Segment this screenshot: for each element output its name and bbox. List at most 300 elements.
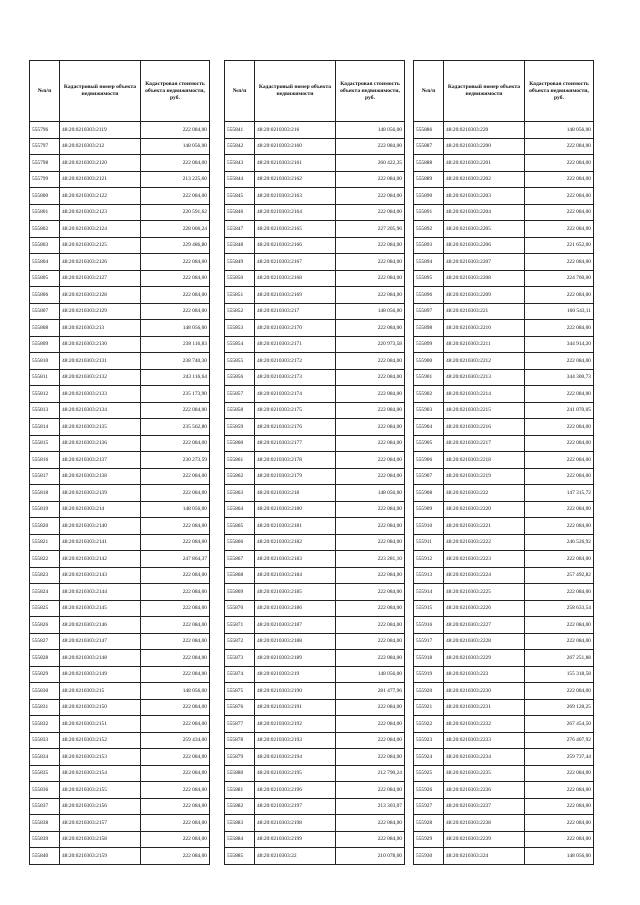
cadastral-number: 48:20:0210303:2171 xyxy=(255,336,336,353)
cadastral-value: 222 084,00 xyxy=(336,320,405,337)
cadastral-value: 222 084,00 xyxy=(525,452,594,469)
cadastral-value: 148 056,00 xyxy=(141,501,210,518)
row-number: 555899 xyxy=(414,336,444,353)
cadastral-number: 48:20:0210303:2151 xyxy=(60,716,141,733)
cadastral-number: 48:20:0210303:2173 xyxy=(255,369,336,386)
row-number: 555916 xyxy=(414,617,444,634)
cadastral-number: 48:20:0210303:2152 xyxy=(60,732,141,749)
cadastral-value: 222 084,00 xyxy=(525,765,594,782)
table-row xyxy=(414,633,594,650)
cadastral-value: 222 084,00 xyxy=(141,782,210,799)
cadastral-value: 222 084,00 xyxy=(525,551,594,568)
table-row xyxy=(414,204,594,221)
row-number: 555834 xyxy=(30,749,60,766)
cadastral-value: 222 084,00 xyxy=(525,468,594,485)
table-row xyxy=(30,386,210,403)
cadastral-number: 48:20:0210303:2145 xyxy=(60,600,141,617)
table-row xyxy=(225,666,405,683)
cadastral-value: 222 084,00 xyxy=(141,155,210,172)
cadastral-number: 48:20:0210303:2174 xyxy=(255,386,336,403)
row-number: 555810 xyxy=(30,353,60,370)
header-val: Кадастровая стоимость объекта недвижимости, руб. xyxy=(525,61,594,122)
table-row xyxy=(414,716,594,733)
row-number: 555856 xyxy=(225,369,255,386)
table-row xyxy=(30,353,210,370)
cadastral-value: 222 084,00 xyxy=(336,749,405,766)
cadastral-number: 48:20:0210303:2206 xyxy=(444,237,525,254)
table-row xyxy=(30,287,210,304)
cadastral-value: 259 737,44 xyxy=(525,749,594,766)
cadastral-value: 224 760,00 xyxy=(525,270,594,287)
header-val: Кадастровая стоимость объекта недвижимости, руб. xyxy=(141,61,210,122)
cadastral-value: 269 128,25 xyxy=(525,699,594,716)
cadastral-value: 228 006,24 xyxy=(141,221,210,238)
table-row xyxy=(414,815,594,832)
table-row xyxy=(225,419,405,436)
cadastral-number: 48:20:0210303:2209 xyxy=(444,287,525,304)
row-number: 555868 xyxy=(225,567,255,584)
cadastral-value: 258 633,54 xyxy=(525,600,594,617)
cadastral-number: 48:20:0210303:2226 xyxy=(444,600,525,617)
row-number: 555896 xyxy=(414,287,444,304)
table-row xyxy=(414,402,594,419)
table-row xyxy=(30,435,210,452)
cadastral-value: 222 084,00 xyxy=(525,287,594,304)
cadastral-number: 48:20:0210303:2219 xyxy=(444,468,525,485)
table-row xyxy=(414,369,594,386)
row-number: 555883 xyxy=(225,815,255,832)
cadastral-value: 222 084,00 xyxy=(336,254,405,271)
row-number: 555925 xyxy=(414,765,444,782)
row-number: 555881 xyxy=(225,782,255,799)
cadastral-number: 48:20:0210303:2200 xyxy=(444,138,525,155)
cadastral-number: 48:20:0210303:2239 xyxy=(444,831,525,848)
cadastral-number: 48:20:0210303:2214 xyxy=(444,386,525,403)
row-number: 555882 xyxy=(225,798,255,815)
cadastral-number: 48:20:0210303:2165 xyxy=(255,221,336,238)
cadastral-value: 222 084,00 xyxy=(141,600,210,617)
cadastral-number: 48:20:0210303:2144 xyxy=(60,584,141,601)
cadastral-value: 230 273,59 xyxy=(141,452,210,469)
cadastral-value: 222 084,00 xyxy=(336,633,405,650)
cadastral-value: 235 173,90 xyxy=(141,386,210,403)
table-row xyxy=(30,204,210,221)
cadastral-number: 48:20:0210303:2229 xyxy=(444,650,525,667)
table-row xyxy=(225,732,405,749)
cadastral-number: 48:20:0210303:2186 xyxy=(255,600,336,617)
row-number: 555864 xyxy=(225,501,255,518)
cadastral-value: 222 084,00 xyxy=(525,815,594,832)
cadastral-value: 223 281,10 xyxy=(336,551,405,568)
table-row xyxy=(225,204,405,221)
cadastral-number: 48:20:0210303:2203 xyxy=(444,188,525,205)
row-number: 555815 xyxy=(30,435,60,452)
cadastral-number: 48:20:0210303:215 xyxy=(60,683,141,700)
cadastral-number: 48:20:0210303:2135 xyxy=(60,419,141,436)
cadastral-value: 222 084,00 xyxy=(141,584,210,601)
cadastral-value: 222 084,00 xyxy=(336,386,405,403)
table-row xyxy=(414,501,594,518)
cadastral-value: 246 526,92 xyxy=(525,534,594,551)
cadastral-number: 48:20:0210303:2198 xyxy=(255,815,336,832)
cadastral-number: 48:20:0210303:2223 xyxy=(444,551,525,568)
table-row xyxy=(414,353,594,370)
cadastral-number: 48:20:0210303:2234 xyxy=(444,749,525,766)
cadastral-value: 222 084,00 xyxy=(525,518,594,535)
table-row xyxy=(225,716,405,733)
table-row xyxy=(30,600,210,617)
table-row xyxy=(225,584,405,601)
table-row xyxy=(414,188,594,205)
cadastral-number: 48:20:0210303:2222 xyxy=(444,534,525,551)
cadastral-number: 48:20:0210303:2172 xyxy=(255,353,336,370)
cadastral-number: 48:20:0210303:2147 xyxy=(60,633,141,650)
header-num: №п/п xyxy=(225,61,255,122)
cadastral-number: 48:20:0210303:2136 xyxy=(60,435,141,452)
table-row xyxy=(30,716,210,733)
table-row xyxy=(225,155,405,172)
row-number: 555809 xyxy=(30,336,60,353)
cadastral-value: 222 084,00 xyxy=(141,270,210,287)
cadastral-value: 222 084,00 xyxy=(336,138,405,155)
table-row xyxy=(414,287,594,304)
cadastral-number: 48:20:0210303:2148 xyxy=(60,650,141,667)
cadastral-value: 148 056,00 xyxy=(336,303,405,320)
table-row xyxy=(30,551,210,568)
table-row xyxy=(225,815,405,832)
cadastral-value: 281 477,96 xyxy=(336,683,405,700)
table-row xyxy=(30,254,210,271)
row-number: 555909 xyxy=(414,501,444,518)
cadastral-number: 48:20:0210303:2170 xyxy=(255,320,336,337)
row-number: 555818 xyxy=(30,485,60,502)
row-number: 555928 xyxy=(414,815,444,832)
cadastral-number: 48:20:0210303:2176 xyxy=(255,419,336,436)
cadastral-value: 222 084,00 xyxy=(141,798,210,815)
table-row xyxy=(225,303,405,320)
cadastral-number: 48:20:0210303:224 xyxy=(444,848,525,865)
row-number: 555838 xyxy=(30,815,60,832)
table-row xyxy=(225,501,405,518)
cadastral-number: 48:20:0210303:2134 xyxy=(60,402,141,419)
table-row xyxy=(225,254,405,271)
cadastral-value: 222 084,00 xyxy=(336,369,405,386)
table-row xyxy=(30,270,210,287)
cadastral-number: 48:20:0210303:2169 xyxy=(255,287,336,304)
cadastral-number: 48:20:0210303:218 xyxy=(255,485,336,502)
cadastral-value: 222 084,00 xyxy=(525,254,594,271)
cadastral-number: 48:20:0210303:2163 xyxy=(255,188,336,205)
row-number: 555799 xyxy=(30,171,60,188)
row-number: 555832 xyxy=(30,716,60,733)
row-number: 555849 xyxy=(225,254,255,271)
cadastral-number: 48:20:0210303:2227 xyxy=(444,617,525,634)
cadastral-number: 48:20:0210303:2139 xyxy=(60,485,141,502)
row-number: 555918 xyxy=(414,650,444,667)
table-row xyxy=(225,518,405,535)
table-row xyxy=(30,633,210,650)
row-number: 555930 xyxy=(414,848,444,865)
cadastral-value: 222 084,00 xyxy=(336,534,405,551)
cadastral-value: 222 084,00 xyxy=(525,171,594,188)
cadastral-value: 222 084,00 xyxy=(336,650,405,667)
cadastral-value: 229 486,80 xyxy=(141,237,210,254)
cadastral-number: 48:20:0210303:2180 xyxy=(255,501,336,518)
table-row xyxy=(225,188,405,205)
table-row xyxy=(225,353,405,370)
cadastral-number: 48:20:0210303:2156 xyxy=(60,798,141,815)
cadastral-value: 148 056,00 xyxy=(336,122,405,139)
cadastral-value: 247 864,37 xyxy=(141,551,210,568)
row-number: 555929 xyxy=(414,831,444,848)
table-row xyxy=(414,749,594,766)
cadastral-value: 227 205,96 xyxy=(336,221,405,238)
table-row xyxy=(30,320,210,337)
table-row xyxy=(225,402,405,419)
cadastral-number: 48:20:0210303:2211 xyxy=(444,336,525,353)
cadastral-value: 222 084,00 xyxy=(336,567,405,584)
cadastral-number: 48:20:0210303:2130 xyxy=(60,336,141,353)
cadastral-number: 48:20:0210303:2132 xyxy=(60,369,141,386)
cadastral-value: 222 084,00 xyxy=(336,584,405,601)
cadastral-value: 222 084,00 xyxy=(336,204,405,221)
cadastral-value: 222 084,00 xyxy=(141,749,210,766)
row-number: 555823 xyxy=(30,567,60,584)
row-number: 555829 xyxy=(30,666,60,683)
cadastral-value: 238 116,83 xyxy=(141,336,210,353)
cadastral-number: 48:20:0210303:2127 xyxy=(60,270,141,287)
row-number: 555897 xyxy=(414,303,444,320)
row-number: 555808 xyxy=(30,320,60,337)
table-row xyxy=(30,419,210,436)
table-row xyxy=(225,320,405,337)
table-row xyxy=(30,501,210,518)
cadastral-value: 222 084,00 xyxy=(525,221,594,238)
row-number: 555851 xyxy=(225,287,255,304)
cadastral-number: 48:20:0210303:2230 xyxy=(444,683,525,700)
row-number: 555901 xyxy=(414,369,444,386)
table-row xyxy=(414,237,594,254)
row-number: 555796 xyxy=(30,122,60,139)
table-row xyxy=(30,534,210,551)
row-number: 555854 xyxy=(225,336,255,353)
row-number: 555861 xyxy=(225,452,255,469)
cadastral-value: 222 084,00 xyxy=(525,435,594,452)
table-header-row xyxy=(414,61,594,122)
cadastral-value: 222 084,00 xyxy=(525,683,594,700)
cadastral-number: 48:20:0210303:2125 xyxy=(60,237,141,254)
table-row xyxy=(30,782,210,799)
table-row xyxy=(414,600,594,617)
cadastral-value: 222 084,00 xyxy=(525,320,594,337)
table-row xyxy=(225,765,405,782)
cadastral-number: 48:20:0210303:2205 xyxy=(444,221,525,238)
cadastral-value: 213 225,60 xyxy=(141,171,210,188)
cadastral-value: 235 562,80 xyxy=(141,419,210,436)
table-row xyxy=(414,171,594,188)
cadastral-number: 48:20:0210303:2155 xyxy=(60,782,141,799)
header-num: №п/п xyxy=(414,61,444,122)
cadastral-number: 48:20:0210303:2189 xyxy=(255,650,336,667)
cadastral-value: 222 084,00 xyxy=(141,617,210,634)
cadastral-value: 344 300,73 xyxy=(525,369,594,386)
table-row xyxy=(225,534,405,551)
table-row xyxy=(225,336,405,353)
cadastral-value: 222 084,00 xyxy=(336,188,405,205)
row-number: 555804 xyxy=(30,254,60,271)
table-row xyxy=(30,650,210,667)
row-number: 555911 xyxy=(414,534,444,551)
row-number: 555821 xyxy=(30,534,60,551)
table-row xyxy=(30,237,210,254)
table-row xyxy=(414,683,594,700)
cadastral-number: 48:20:0210303:2157 xyxy=(60,815,141,832)
cadastral-value: 222 084,00 xyxy=(336,270,405,287)
cadastral-value: 222 084,00 xyxy=(141,303,210,320)
row-number: 555875 xyxy=(225,683,255,700)
cadastral-value: 148 056,00 xyxy=(141,683,210,700)
cadastral-number: 48:20:0210303:217 xyxy=(255,303,336,320)
table-row xyxy=(414,765,594,782)
cadastral-value: 147 315,72 xyxy=(525,485,594,502)
cadastral-value: 222 084,00 xyxy=(336,468,405,485)
row-number: 555845 xyxy=(225,188,255,205)
cadastral-number: 48:20:0210303:2179 xyxy=(255,468,336,485)
table-row xyxy=(414,617,594,634)
table-row xyxy=(225,633,405,650)
cadastral-value: 222 084,00 xyxy=(525,798,594,815)
table-row xyxy=(414,254,594,271)
row-number: 555921 xyxy=(414,699,444,716)
row-number: 555830 xyxy=(30,683,60,700)
table-row xyxy=(30,369,210,386)
cadastral-value: 260 422,35 xyxy=(336,155,405,172)
table-row xyxy=(225,831,405,848)
cadastral-table-1 xyxy=(29,60,210,865)
cadastral-number: 48:20:0210303:2208 xyxy=(444,270,525,287)
row-number: 555915 xyxy=(414,600,444,617)
cadastral-value: 222 084,00 xyxy=(336,287,405,304)
cadastral-value: 222 084,00 xyxy=(336,171,405,188)
table-row xyxy=(225,617,405,634)
cadastral-value: 222 084,00 xyxy=(141,633,210,650)
cadastral-value: 222 084,00 xyxy=(141,534,210,551)
row-number: 555798 xyxy=(30,155,60,172)
cadastral-value: 148 056,00 xyxy=(525,122,594,139)
table-row xyxy=(30,336,210,353)
cadastral-number: 48:20:0210303:2194 xyxy=(255,749,336,766)
table-row xyxy=(414,848,594,865)
cadastral-number: 48:20:0210303:2215 xyxy=(444,402,525,419)
cadastral-value: 222 084,00 xyxy=(336,815,405,832)
cadastral-value: 213 303,07 xyxy=(336,798,405,815)
row-number: 555859 xyxy=(225,419,255,436)
row-number: 555860 xyxy=(225,435,255,452)
cadastral-value: 222 084,00 xyxy=(141,848,210,865)
cadastral-value: 148 056,00 xyxy=(525,848,594,865)
cadastral-number: 48:20:0210303:2207 xyxy=(444,254,525,271)
table-row xyxy=(414,386,594,403)
cadastral-value: 241 070,05 xyxy=(525,402,594,419)
row-number: 555879 xyxy=(225,749,255,766)
cadastral-value: 222 084,00 xyxy=(141,666,210,683)
cadastral-value: 148 056,00 xyxy=(141,138,210,155)
header-kad: Кадастровый номер объекта недвижимости xyxy=(255,61,336,122)
table-row xyxy=(30,303,210,320)
table-row xyxy=(414,419,594,436)
cadastral-number: 48:20:0210303:2212 xyxy=(444,353,525,370)
cadastral-value: 222 084,00 xyxy=(525,617,594,634)
table-row xyxy=(30,683,210,700)
cadastral-value: 222 084,00 xyxy=(141,650,210,667)
cadastral-number: 48:20:0210303:220 xyxy=(444,122,525,139)
cadastral-value: 222 084,00 xyxy=(141,485,210,502)
table-row xyxy=(414,518,594,535)
cadastral-value: 222 084,00 xyxy=(525,188,594,205)
row-number: 555833 xyxy=(30,732,60,749)
row-number: 555893 xyxy=(414,237,444,254)
cadastral-value: 222 084,00 xyxy=(336,402,405,419)
row-number: 555878 xyxy=(225,732,255,749)
row-number: 555906 xyxy=(414,452,444,469)
cadastral-number: 48:20:0210303:2233 xyxy=(444,732,525,749)
table-row xyxy=(30,221,210,238)
row-number: 555903 xyxy=(414,402,444,419)
row-number: 555870 xyxy=(225,600,255,617)
cadastral-number: 48:20:0210303:2140 xyxy=(60,518,141,535)
row-number: 555865 xyxy=(225,518,255,535)
cadastral-number: 48:20:0210303:2167 xyxy=(255,254,336,271)
cadastral-number: 48:20:0210303:219 xyxy=(255,666,336,683)
cadastral-value: 222 084,00 xyxy=(336,353,405,370)
row-number: 555898 xyxy=(414,320,444,337)
cadastral-number: 48:20:0210303:2182 xyxy=(255,534,336,551)
table-row xyxy=(225,221,405,238)
cadastral-number: 48:20:0210303:2153 xyxy=(60,749,141,766)
table-row xyxy=(414,452,594,469)
table-row xyxy=(225,468,405,485)
table-row xyxy=(30,815,210,832)
row-number: 555828 xyxy=(30,650,60,667)
row-number: 555885 xyxy=(225,848,255,865)
table-row xyxy=(30,798,210,815)
cadastral-number: 48:20:0210303:2216 xyxy=(444,419,525,436)
table-header-row xyxy=(30,61,210,122)
row-number: 555891 xyxy=(414,204,444,221)
table-row xyxy=(30,567,210,584)
row-number: 555811 xyxy=(30,369,60,386)
table-row xyxy=(414,666,594,683)
cadastral-number: 48:20:0210303:2196 xyxy=(255,782,336,799)
table-row xyxy=(30,765,210,782)
row-number: 555887 xyxy=(414,138,444,155)
table-row xyxy=(225,171,405,188)
cadastral-value: 222 084,00 xyxy=(141,402,210,419)
row-number: 555839 xyxy=(30,831,60,848)
row-number: 555876 xyxy=(225,699,255,716)
cadastral-value: 344 914,20 xyxy=(525,336,594,353)
row-number: 555912 xyxy=(414,551,444,568)
table-row xyxy=(414,270,594,287)
row-number: 555927 xyxy=(414,798,444,815)
cadastral-number: 48:20:0210303:2133 xyxy=(60,386,141,403)
cadastral-number: 48:20:0210303:2202 xyxy=(444,171,525,188)
cadastral-value: 238 740,30 xyxy=(141,353,210,370)
row-number: 555910 xyxy=(414,518,444,535)
table-row xyxy=(30,171,210,188)
cadastral-number: 48:20:0210303:2166 xyxy=(255,237,336,254)
row-number: 555889 xyxy=(414,171,444,188)
